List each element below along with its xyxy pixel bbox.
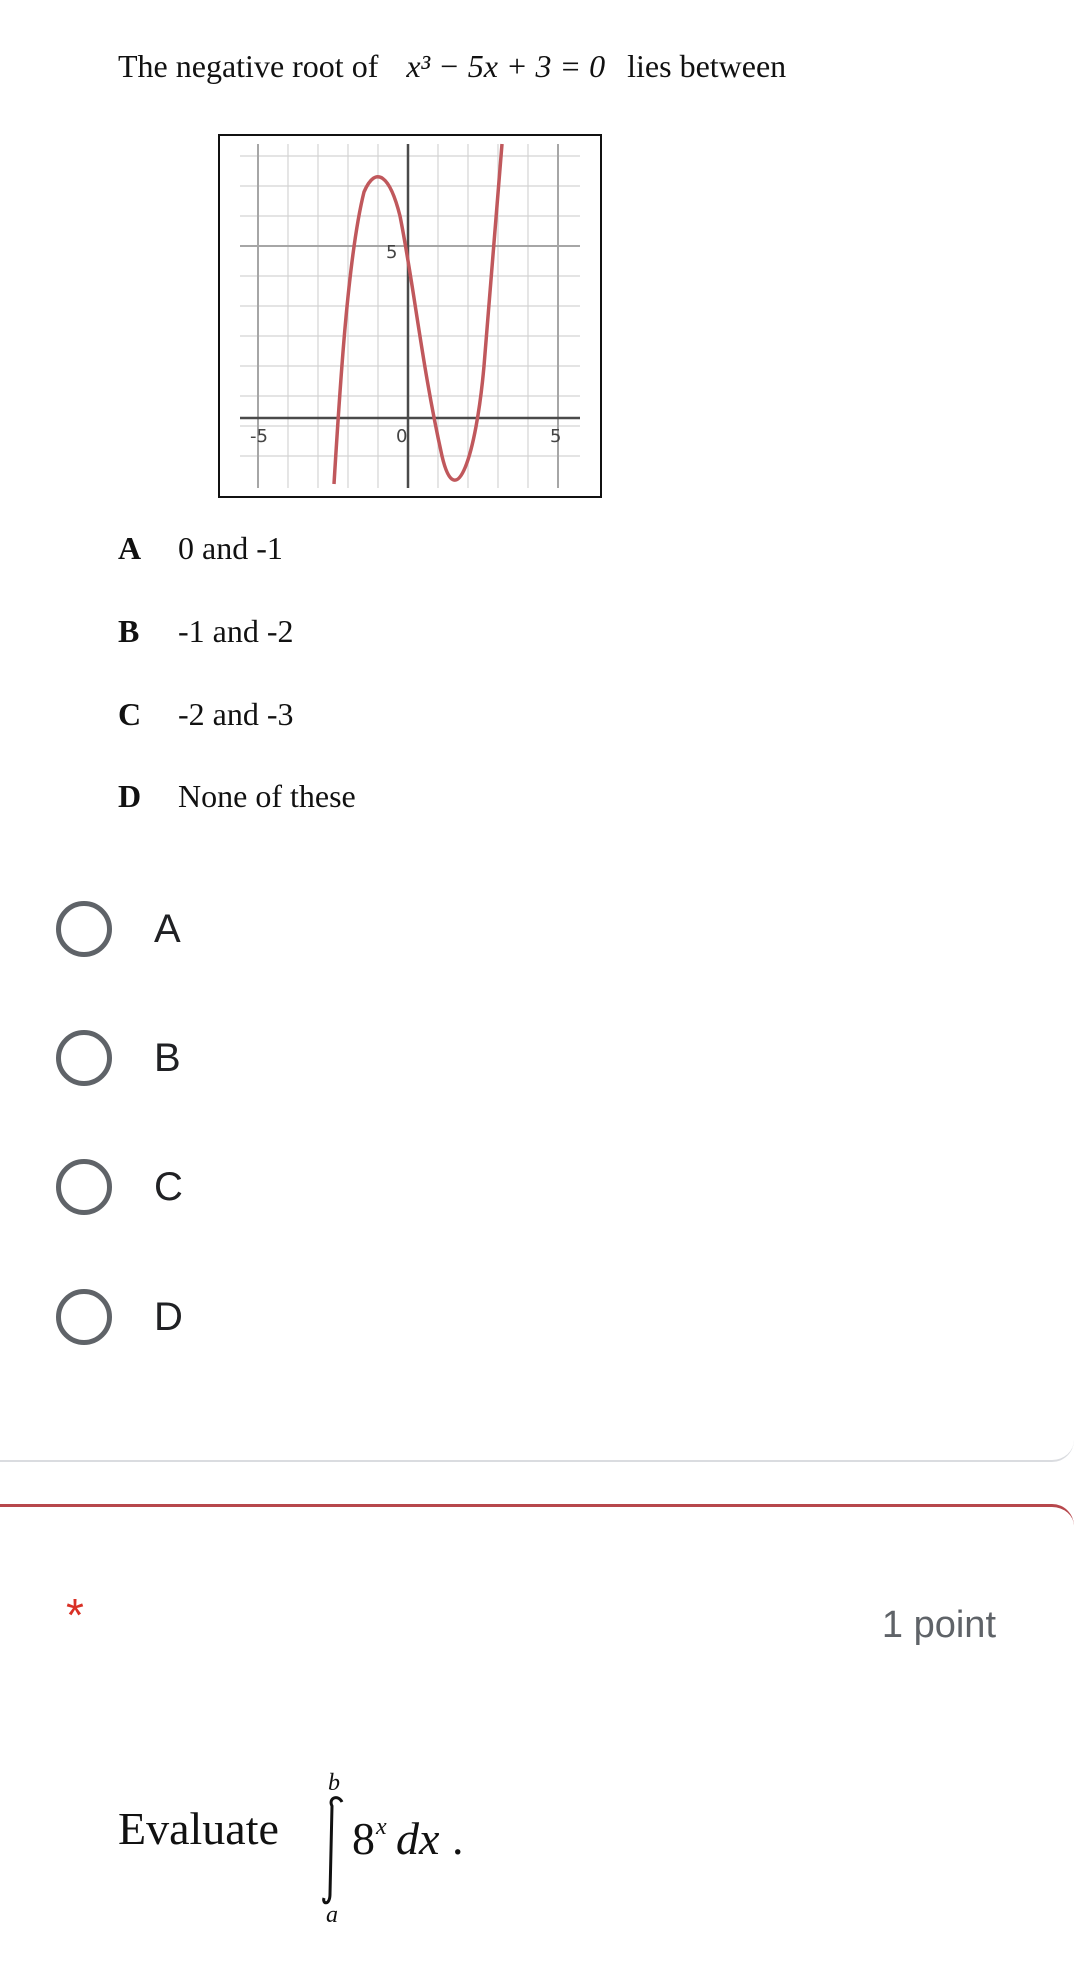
radio-label[interactable]: C (154, 1164, 183, 1209)
option-line-a (118, 530, 283, 567)
radio-option-b[interactable] (56, 1023, 181, 1093)
integral-differential: dx (396, 1813, 440, 1864)
question-graph (218, 134, 602, 498)
option-line-d (118, 778, 356, 815)
radio-option-c[interactable] (56, 1152, 183, 1222)
tick-label-y5: 5 (386, 242, 398, 263)
radio-button[interactable] (56, 1159, 112, 1215)
graph-major-gridlines (240, 144, 580, 488)
cubic-graph-svg (220, 136, 600, 496)
question-text-before: The negative root of (118, 48, 379, 84)
integrand-base: 8 (352, 1813, 375, 1864)
radio-option-d[interactable] (56, 1282, 183, 1352)
question-equation: x³ − 5x + 3 = 0 (406, 48, 606, 84)
radio-label[interactable]: B (154, 1035, 181, 1080)
radio-label[interactable]: A (154, 906, 181, 951)
option-letter: D (118, 778, 142, 814)
graph-axes (240, 144, 580, 488)
graph-gridlines (240, 144, 580, 488)
radio-button[interactable] (56, 1289, 112, 1345)
tick-label-neg5: -5 (250, 426, 268, 447)
option-line-c (118, 696, 294, 733)
option-letter: C (118, 696, 142, 732)
option-letter: A (118, 530, 142, 566)
integral-upper-limit: b (328, 1770, 340, 1796)
option-line-b (118, 613, 294, 650)
radio-label[interactable]: D (154, 1294, 183, 1339)
option-letter: B (118, 613, 140, 649)
integral-lower-limit: a (326, 1902, 338, 1924)
integral-sign-icon (324, 1798, 342, 1903)
question-text-after: lies between (627, 48, 787, 84)
option-text: -1 and -2 (178, 613, 294, 649)
tick-label-zero: 0 (396, 426, 408, 447)
integrand-exponent: x (376, 1814, 387, 1840)
question-text (118, 48, 786, 85)
option-text: 0 and -1 (178, 530, 283, 566)
cubic-curve (334, 144, 502, 484)
question-card-2 (0, 1504, 1074, 1984)
option-text: None of these (178, 778, 356, 814)
radio-button[interactable] (56, 901, 112, 957)
radio-option-a[interactable] (56, 894, 181, 964)
required-asterisk: * (66, 1589, 84, 1641)
question-card-bottom-edge (0, 1440, 1074, 1462)
points-label: 1 point (881, 1604, 996, 1646)
integral-expression (318, 1764, 478, 1924)
tick-label-pos5: 5 (550, 426, 562, 447)
option-text: -2 and -3 (178, 696, 294, 732)
integral-period: . (452, 1813, 464, 1864)
radio-button[interactable] (56, 1030, 112, 1086)
question2-text: Evaluate (118, 1803, 279, 1854)
